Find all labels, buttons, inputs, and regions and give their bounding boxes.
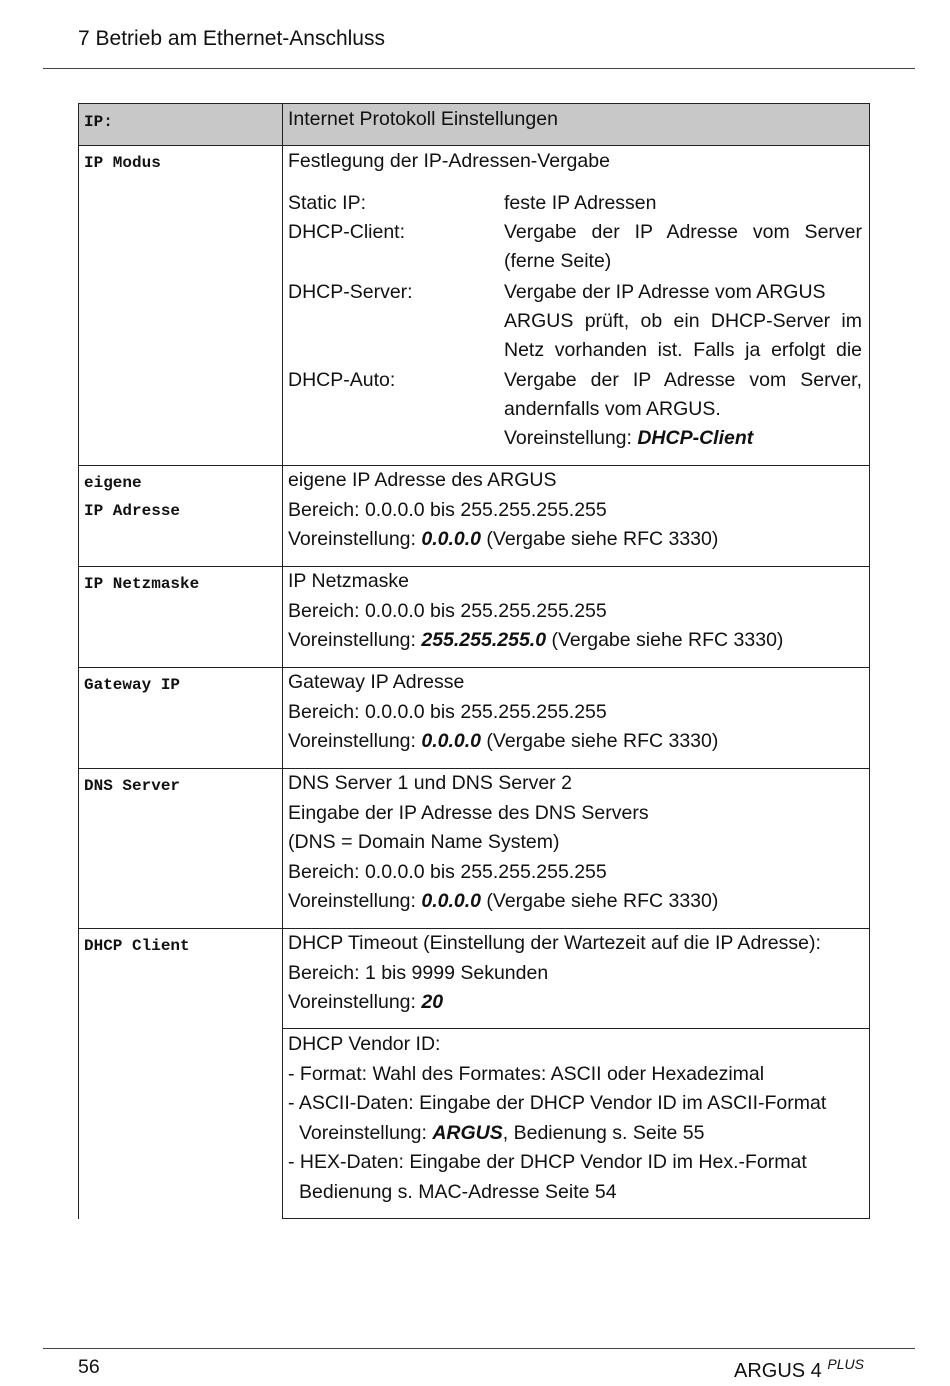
desc-line: - Format: Wahl des Formates: ASCII oder Hexadezimal [288,1062,765,1085]
default-prefix: Voreinstellung: [288,890,422,912]
column-divider [282,103,283,1219]
default-suffix: , Bedienung s. Seite 55 [502,1121,705,1144]
default-line [288,1119,826,1149]
mode-auto-desc-3: Vergabe der IP Adresse vom Server, [504,369,862,391]
dhcp-timeout-desc [288,929,821,1018]
default-prefix: Voreinstellung: [288,991,422,1013]
default-line [288,887,718,917]
default-prefix: Voreinstellung: [288,730,422,752]
range-line: Bereich: 0.0.0.0 bis 255.255.255.255 [288,860,607,883]
default-value: 0.0.0.0 [421,890,481,912]
desc-line: DHCP Timeout (Einstellung der Wartezeit auf die IP Adresse): [288,932,821,954]
default-suffix: (Vergabe siehe RFC 3330) [480,730,719,752]
default-prefix: Voreinstellung: [288,528,422,550]
ip-modus-default [504,424,753,454]
eigene-ip-desc [288,466,718,555]
default-line [288,525,718,555]
mode-auto-label: DHCP-Auto: [288,369,396,391]
mode-auto-desc-1: ARGUS prüft, ob ein DHCP-Server im [504,310,862,332]
product-superscript: PLUS [827,1356,864,1372]
desc-line: (DNS = Domain Name System) [288,831,560,853]
default-prefix: Voreinstellung: [504,427,638,449]
range-line: Bereich: 0.0.0.0 bis 255.255.255.255 [288,498,607,521]
key-ip-modus: IP Modus [84,154,161,172]
mode-static-label: Static IP: [288,192,367,214]
desc-line: DNS Server 1 und DNS Server 2 [288,772,572,794]
dhcp-vendor-desc [288,1030,826,1207]
desc-line: Bedienung s. MAC-Adresse Seite 54 [299,1180,617,1203]
default-prefix: Voreinstellung: [288,629,422,651]
default-line [288,727,718,757]
row-separator [282,1028,870,1029]
netzmaske-desc [288,567,783,656]
footer-rule [43,1348,915,1349]
key-ip-adresse: IP Adresse [84,502,181,520]
page-number: 56 [78,1356,100,1378]
desc-line: - HEX-Daten: Eingabe der DHCP Vendor ID im Hex.-Format [288,1151,807,1173]
mode-server-label: DHCP-Server: [288,281,413,303]
chapter-title: 7 Betrieb am Ethernet-Anschluss [78,27,385,50]
ip-modus-title: Festlegung der IP-Adressen-Vergabe [288,150,610,172]
mode-client-desc: Vergabe der IP Adresse vom Server [504,221,862,243]
gateway-desc [288,668,718,757]
default-value: 255.255.255.0 [421,629,547,651]
desc-line: IP Netzmaske [288,570,410,592]
default-value: 0.0.0.0 [421,730,481,752]
mode-static-desc: feste IP Adressen [504,192,657,214]
range-line: Bereich: 0.0.0.0 bis 255.255.255.255 [288,700,607,723]
default-value: ARGUS [432,1121,503,1144]
default-value: DHCP-Client [637,427,754,449]
row-separator [282,1218,870,1219]
desc-line: Eingabe der IP Adresse des DNS Servers [288,801,649,824]
mode-client-desc-2: (ferne Seite) [504,250,612,272]
header-rule [43,68,915,69]
range-line: Bereich: 0.0.0.0 bis 255.255.255.255 [288,599,607,622]
header-key: IP: [84,113,113,131]
default-value: 0.0.0.0 [421,528,481,550]
table-left-border [78,146,79,1219]
table-right-border [869,146,870,1219]
default-suffix: (Vergabe siehe RFC 3330) [480,890,719,912]
desc-line: DHCP Vendor ID: [288,1033,441,1055]
key-eigene: eigene [84,474,142,492]
desc-line: - ASCII-Daten: Eingabe der DHCP Vendor ID im ASCII-Format [288,1092,827,1114]
product-label: ARGUS 4 [734,1360,822,1382]
key-dhcp-client: DHCP Client [84,937,190,955]
mode-server-desc: Vergabe der IP Adresse vom ARGUS [504,281,826,303]
header-desc: Internet Protokoll Einstellungen [288,108,558,130]
default-line [288,988,821,1018]
default-suffix: (Vergabe siehe RFC 3330) [546,629,784,651]
mode-auto-desc-2: Netz vorhanden ist. Falls ja erfolgt die [504,339,862,361]
key-dns-server: DNS Server [84,777,181,795]
default-suffix: (Vergabe siehe RFC 3330) [480,528,719,550]
mode-client-label: DHCP-Client: [288,221,406,243]
desc-line: Gateway IP Adresse [288,671,465,693]
desc-line: eigene IP Adresse des ARGUS [288,469,557,491]
dns-desc [288,769,718,917]
range-line: Bereich: 1 bis 9999 Sekunden [288,961,549,984]
key-gateway-ip: Gateway IP [84,676,181,694]
default-value: 20 [421,991,444,1013]
mode-auto-desc-4: andernfalls vom ARGUS. [504,398,721,420]
product-name [734,1356,864,1383]
default-line [288,626,783,656]
key-ip-netzmaske: IP Netzmaske [84,575,200,593]
default-prefix: Voreinstellung: [299,1121,433,1144]
